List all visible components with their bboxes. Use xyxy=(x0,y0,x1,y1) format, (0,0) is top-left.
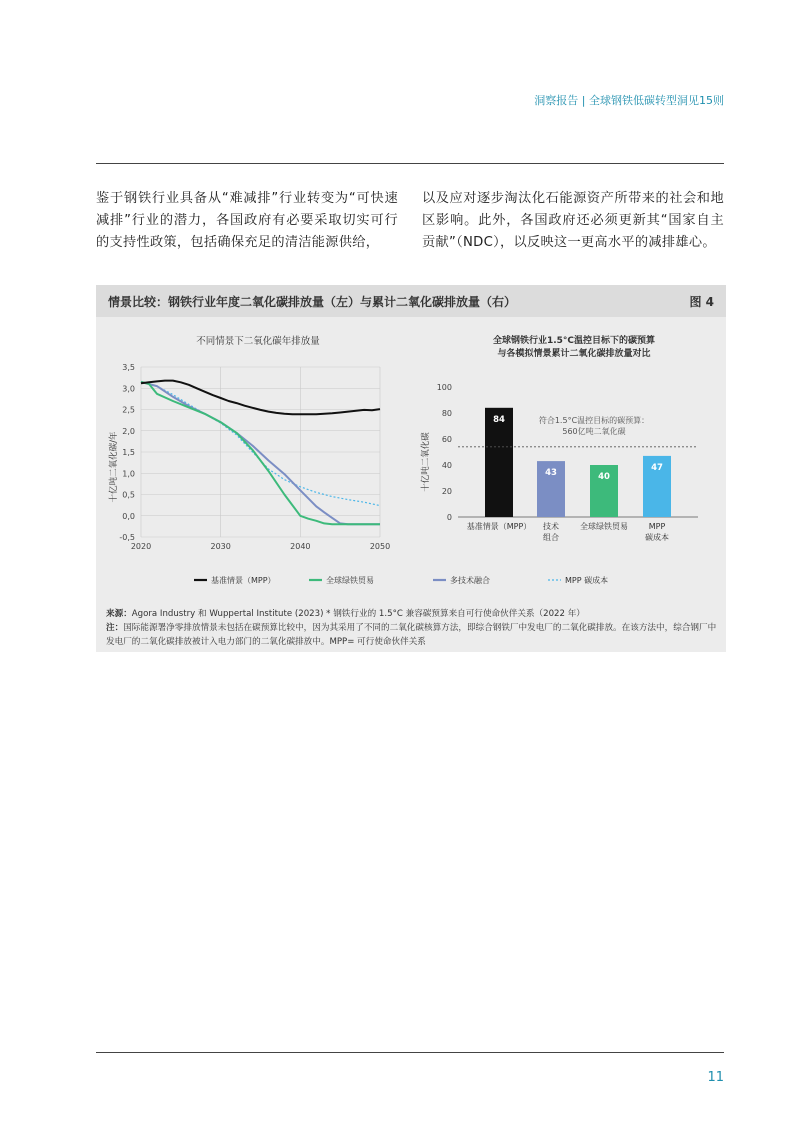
figure-charts xyxy=(96,317,726,602)
bar-chart-y-tick-label: 60 xyxy=(441,435,452,444)
budget-annotation-line2: 560亿吨二氧化碳 xyxy=(562,427,626,436)
line-chart-x-tick-label: 2020 xyxy=(130,542,152,551)
figure-title: 情景比较：钢铁行业年度二氧化碳排放量（左）与累计二氧化碳排放量（右） xyxy=(108,295,517,309)
note-text: 国际能源署净零排放情景未包括在碳预算比较中，因为其采用了不同的二氧化碳核算方法，即综合钢铁厂中发电厂的二氧化碳排放。在该方法中，综合钢厂中发电厂的二氧化碳排放被计入电力部门的二氧化碳排放中。MPP= 可行使命伙伴关系 xyxy=(106,623,717,647)
budget-annotation-line1: 符合1.5°C温控目标的碳预算： xyxy=(538,416,650,425)
bar-chart-y-axis-label: 十亿吨二氧化碳 xyxy=(421,432,431,492)
page-number: 11 xyxy=(707,1070,724,1085)
running-header: 洞察报告 | 全球钢铁低碳转型洞见15则 xyxy=(534,94,724,107)
legend-label: 多技术融合 xyxy=(450,576,490,585)
line-chart-x-tick-label: 2040 xyxy=(290,542,311,551)
footer-rule xyxy=(96,1052,724,1053)
line-chart-x-tick-label: 2030 xyxy=(210,542,231,551)
series-line xyxy=(141,381,380,415)
bar-chart-y-tick-label: 20 xyxy=(441,487,452,496)
bar-category-label: 组合 xyxy=(543,533,559,542)
figure-source-notes xyxy=(106,607,718,649)
line-chart-y-tick-label: 2,0 xyxy=(122,426,135,436)
line-chart-y-tick-label: 0,0 xyxy=(122,511,135,521)
header-rule xyxy=(96,163,724,164)
bar-chart-y-tick-label: 100 xyxy=(436,383,452,392)
bar-chart-title-line2: 与各模拟情景累计二氧化碳排放量对比 xyxy=(497,349,651,359)
line-chart-y-tick-label: -0,5 xyxy=(119,533,135,542)
line-chart-y-tick-label: 2,5 xyxy=(122,405,135,415)
source-label: 来源： xyxy=(106,609,132,619)
bar-category-label: 碳成本 xyxy=(645,533,669,542)
bar-value-label: 47 xyxy=(651,462,663,473)
legend-label: MPP 碳成本 xyxy=(565,576,609,585)
bar-category-label: MPP xyxy=(648,522,666,531)
line-chart-y-axis-label: 十亿吨二氧化碳/年 xyxy=(109,431,119,503)
note-label: 注： xyxy=(106,623,124,633)
note-line xyxy=(106,621,718,649)
bar-category-label: 全球绿铁贸易 xyxy=(580,522,628,531)
figure-number: 图 4 xyxy=(689,295,714,309)
bar-value-label: 84 xyxy=(493,414,505,425)
source-line xyxy=(106,607,718,621)
bar-chart-y-tick-label: 40 xyxy=(441,461,452,470)
bar-chart-y-tick-label: 0 xyxy=(446,513,452,522)
source-text: Agora Industry 和 Wuppertal Institute (2023) * 钢铁行业的 1.5°C 兼容碳预算来自可行使命伙伴关系（2022 年） xyxy=(131,609,585,619)
line-chart-y-tick-label: 3,5 xyxy=(122,363,135,372)
figure-4 xyxy=(96,285,726,652)
bar-value-label: 40 xyxy=(598,472,610,482)
bar-chart-title-line1: 全球钢铁行业1.5°C温控目标下的碳预算 xyxy=(492,336,656,346)
bar-category-label: 基准情景（MPP） xyxy=(466,522,532,531)
body-text-right-column: 以及应对逐步淘汰化石能源资产所带来的社会和地区影响。此外，各国政府还必须更新其“国家自主贡献”（NDC），以反映这一更高水平的减排雄心。 xyxy=(422,191,724,250)
figure-header xyxy=(96,285,726,317)
bar-chart-y-tick-label: 80 xyxy=(441,409,452,418)
line-chart-y-tick-label: 1,5 xyxy=(122,448,135,457)
body-text-left-column: 鉴于钢铁行业具备从“难减排”行业转变为“可快速减排”行业的潜力，各国政府有必要采取切实可行的支持性政策，包括确保充足的清洁能源供给， xyxy=(96,191,398,250)
legend-label: 全球绿铁贸易 xyxy=(326,576,374,585)
line-chart-x-tick-label: 2050 xyxy=(369,542,391,551)
line-chart-y-tick-label: 1,0 xyxy=(122,469,135,479)
series-line xyxy=(141,382,380,506)
bar-value-label: 43 xyxy=(545,468,557,479)
line-chart-y-tick-label: 3,0 xyxy=(122,384,135,394)
line-chart-y-tick-label: 0,5 xyxy=(122,490,135,500)
bar-category-label: 技术 xyxy=(543,522,559,531)
figure-body xyxy=(96,317,726,602)
line-chart-title: 不同情景下二氧化碳年排放量 xyxy=(196,336,320,347)
legend-label: 基准情景（MPP） xyxy=(211,576,276,585)
